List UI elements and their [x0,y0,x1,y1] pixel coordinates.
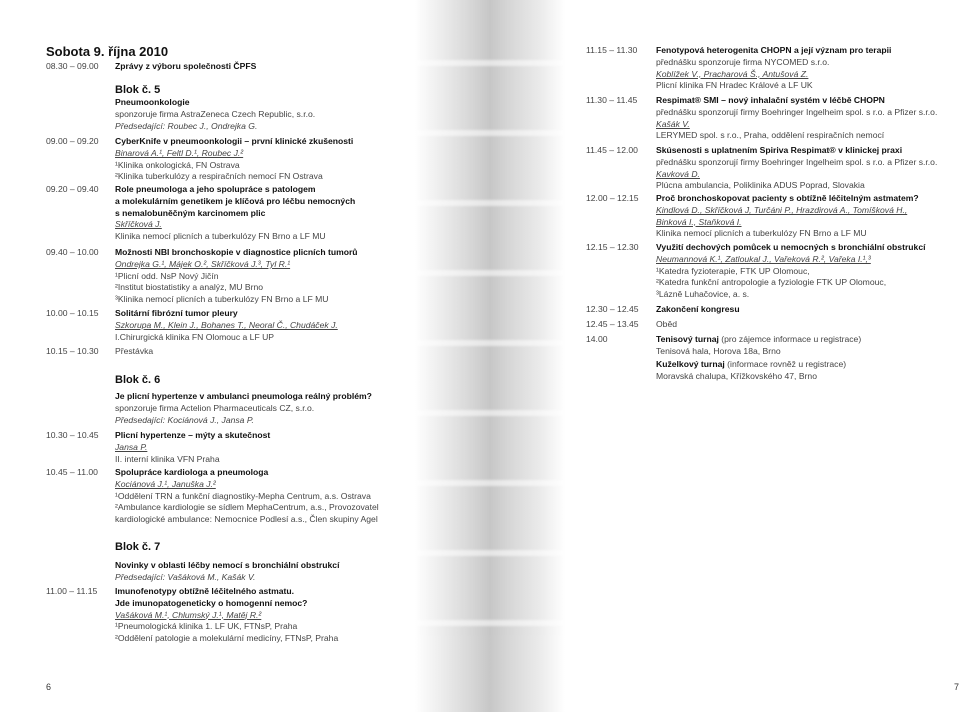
entry-text: Klinika nemocí plicních a tuberkulózy FN Brno a LF MU [656,228,867,239]
entry-authors: Kociánová J.¹, Januška J.² [115,478,216,489]
entry-text: ³Lázně Luhačovice, a. s. [656,289,750,300]
entry-title: Jde imunopatogeneticky o homogenní nemoc? [115,597,308,608]
entry-authors: Binarová A.¹, Feltl D.¹, Roubec J.² [115,147,244,158]
entry-title: Role pneumologa a jeho spolupráce s patologem [115,184,316,194]
entry-text: ²Katedra funkční antropologie a fyziologie FTK UP Olomouc, [656,277,887,288]
entry-time: 12.30 – 12.45 [586,304,639,314]
entry-text: ²Klinika tuberkulózy a respiračních nemocí FN Ostrava [115,171,323,182]
entry-text: Oběd [656,319,678,329]
entry-time: 09.40 – 10.00 [46,247,99,257]
entry-text: LERYMED spol. s r.o., Praha, oddělení respiračních nemocí [656,130,885,141]
entry-text: Plicní klinika FN Hradec Králové a LF UK [656,80,813,91]
right-page [560,0,960,712]
entry-authors: Kašák V. [656,118,690,129]
entry-text: ¹Oddělení TRN a funkční diagnostiky-Mepha Centrum, a.s. Ostrava [115,490,371,501]
page-number-left: 6 [46,682,52,692]
entry-text: Přestávka [115,346,154,356]
entry-title: Fenotypová heterogenita CHOPN a její význam pro terapii [656,45,892,55]
entry-authors: Skříčková J. [115,219,162,230]
entry-title: Imunofenotypy obtížně léčitelného astmatu. [115,586,295,596]
entry-time: 11.15 – 11.30 [586,45,638,55]
entry-text: přednášku sponzorují firmy Boehringer Ingelheim spol. s r.o. a Pfizer s.r.o. [656,156,938,167]
entry-title: Je plicní hypertenze v ambulanci pneumologa reálný problém? [115,391,372,401]
entry-title: CyberKnife v pneumoonkologii – první klinické zkušenosti [115,136,354,146]
entry-text: ¹Klinika onkologická, FN Ostrava [115,159,240,170]
entry-time: 10.45 – 11.00 [46,467,98,477]
entry-time: 12.15 – 12.30 [586,242,639,252]
entry-title: Zprávy z výboru společnosti ČPFS [115,61,257,71]
entry-text: ²Institut biostatistiky a analýz, MU Brno [115,282,264,293]
entry-title: Respimat® SMI – nový inhalační systém v léčbě CHOPN [656,95,885,105]
entry-title: Skúsenosti s uplatnením Spiriva Respimat® v klinickej praxi [656,145,903,155]
entry-authors: Neumannová K.¹, Zatloukal J., Vařeková R.², Vařeka I.¹,³ [656,253,871,264]
entry-text: Předsedající: Vašáková M., Kašák V. [115,571,256,582]
entry-time: 12.00 – 12.15 [586,193,639,203]
entry-text: II. interní klinika VFN Praha [115,453,220,464]
entry-authors: Vašáková M.¹, Chlumský J.¹, Matěj R.² [115,609,262,620]
left-page [0,0,420,712]
entry-text: Klinika nemocí plicních a tuberkulózy FN Brno a LF MU [115,231,326,242]
entry-title: Zakončení kongresu [656,304,740,314]
entry-time: 14.00 [586,334,608,344]
entry-title: s nemalobuněčným karcinomem plic [115,207,266,218]
entry-time: 12.45 – 13.45 [586,319,639,329]
entry-text: Kuželkový turnaj (informace rovněž u registrace) [656,359,847,369]
entry-authors: Kavková D. [656,168,700,179]
entry-authors: Koblížek V., Pracharová Š., Antušová Z. [656,68,809,79]
entry-time: 10.15 – 10.30 [46,346,99,356]
entry-authors: Binková I., Staňková I. [656,216,742,227]
entry-authors: Szkorupa M., Klein J., Bohanes T., Neoral Č., Chudáček J. [115,319,338,330]
entry-text: sponzoruje firma AstraZeneca Czech Republic, s.r.o. [115,108,316,119]
entry-text: I.Chirurgická klinika FN Olomouc a LF UP [115,331,275,342]
entry-time: 10.00 – 10.15 [46,308,99,318]
day-heading: Sobota 9. října 2010 [46,44,169,59]
entry-title: Pneumoonkologie [115,97,190,107]
entry-time: 11.45 – 12.00 [586,145,638,155]
entry-text: ²Oddělení patologie a molekulární medicíny, FTNsP, Praha [115,633,339,644]
block-heading: Blok č. 7 [115,541,161,553]
entry-title: Proč bronchoskopovat pacienty s obtížně léčitelným astmatem? [656,193,919,203]
entry-text: Předsedající: Roubec J., Ondrejka G. [115,120,258,131]
entry-time: 09.00 – 09.20 [46,136,99,146]
entry-text: sponzoruje firma Actelion Pharmaceuticals CZ, s.r.o. [115,402,315,413]
entry-title: Využití dechových pomůcek u nemocných s bronchiální obstrukcí [656,242,926,252]
entry-title: Spolupráce kardiologa a pneumologa [115,467,269,477]
entry-text: ²Ambulance kardiologie se sídlem MephaCentrum, a.s., Provozovatel [115,502,379,513]
entry-authors: Jansa P. [115,441,148,452]
entry-text: Moravská chalupa, Křížkovského 47, Brno [656,370,817,381]
block-heading: Blok č. 5 [115,84,161,96]
entry-time: 09.20 – 09.40 [46,184,99,194]
entry-title: Možnosti NBI bronchoskopie v diagnostice plicních tumorů [115,247,358,257]
entry-text: kardiologické ambulance: Nemocnice Podlesí a.s., Člen skupiny Agel [115,514,378,525]
entry-text: ¹Pneumologická klinika 1. LF UK, FTNsP, Praha [115,621,298,632]
xray-background-image [415,0,565,712]
entry-text: Tenisová hala, Horova 18a, Brno [656,345,781,356]
entry-text: přednášku sponzorují firmy Boehringer Ingelheim spol. s r.o. a Pfizer s.r.o. [656,106,938,117]
entry-title: a molekulárním genetikem je klíčová pro léčbu nemocných [115,195,356,206]
entry-time: 11.00 – 11.15 [46,586,98,596]
block-heading: Blok č. 6 [115,374,161,386]
entry-title: Solitární fibrózní tumor pleury [115,308,238,318]
entry-title: Novinky v oblasti léčby nemocí s bronchiální obstrukcí [115,560,340,570]
entry-text: Plúcna ambulancia, Poliklinika ADUS Poprad, Slovakia [656,180,865,191]
page-number-right: 7 [954,682,960,692]
entry-authors: Ondrejka G.¹, Májek O.², Skříčková J.³, Tyl R.¹ [115,258,291,269]
entry-text: přednášku sponzoruje firma NYCOMED s.r.o. [656,56,830,67]
entry-time: 08.30 – 09.00 [46,61,99,71]
entry-authors: Kindlová D., Skříčková J, Turčáni P., Hrazdirová A., Tomíšková H., [656,204,908,215]
entry-title: Plicní hypertenze – mýty a skutečnost [115,430,271,440]
entry-text: ³Klinika nemocí plicních a tuberkulózy FN Brno a LF MU [115,294,329,305]
entry-time: 10.30 – 10.45 [46,430,99,440]
entry-text: Předsedající: Kociánová J., Jansa P. [115,414,254,425]
entry-text: ¹Plicní odd. NsP Nový Jičín [115,270,219,281]
entry-text: Tenisový turnaj (pro zájemce informace u registrace) [656,334,862,344]
entry-text: ¹Katedra fyzioterapie, FTK UP Olomouc, [656,265,810,276]
entry-time: 11.30 – 11.45 [586,95,638,105]
